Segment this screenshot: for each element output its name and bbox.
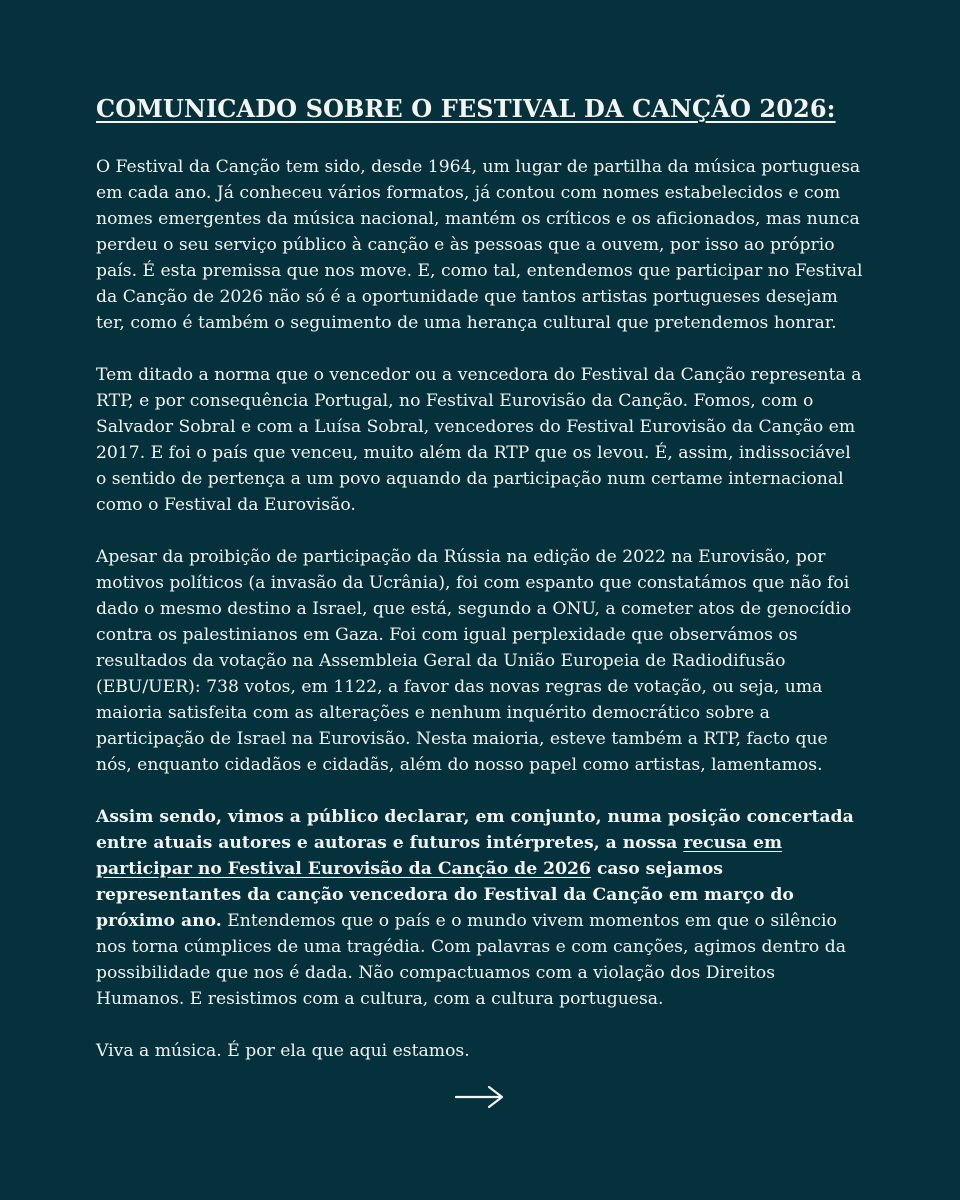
paragraph-history: O Festival da Canção tem sido, desde 1964, um lugar de partilha da música portuguesa em cada ano. Já conheceu vários formatos, já contou com nomes estabelecidos e com nomes emergentes da música nacional, mantém os críticos e os aficionados, mas nunca perdeu o seu serviço público à canção e às pessoas que a ouvem, por isso ao próprio país. É esta premissa que nos move. E, como tal, entendemos que participar no Festival da Canção de 2026 não só é a oportunidade que tantos artistas portugueses desejam ter, como é também o seguimento de uma herança cultural que pretendemos honrar. xyxy=(96,157,863,333)
paragraph-closing: Viva a música. É por ela que aqui estamos. xyxy=(96,1041,470,1061)
declaration-bold-tail: caso sejamos representantes da canção vencedora do Festival da Canção em março do próximo ano. xyxy=(96,859,794,931)
declaration-regular-tail: Entendemos que o país e o mundo vivem momentos em que o silêncio nos torna cúmplices de uma tragédia. Com palavras e com canções, agimos dentro da possibilidade que nos é dada. Não compactuamos com a violação dos Direitos Humanos. E resistimos com a cultura, com a cultura portuguesa. xyxy=(96,911,846,1009)
right-arrow-icon[interactable] xyxy=(455,1082,505,1112)
paragraph-declaration xyxy=(96,804,866,1012)
page-title: COMUNICADO SOBRE O FESTIVAL DA CANÇÃO 2026: xyxy=(96,94,836,123)
statement-content xyxy=(96,92,866,1090)
paragraph-position: Apesar da proibição de participação da Rússia na edição de 2022 na Eurovisão, por motivos políticos (a invasão da Ucrânia), foi com espanto que constatámos que não foi dado o mesmo destino a Israel, que está, segundo a ONU, a cometer atos de genocídio contra os palestinianos em Gaza. Foi com igual perplexidade que observámos os resultados da votação na Assembleia Geral da União Europeia de Radiodifusão (EBU/UER): 738 votos, em 1122, a favor das novas regras de votação, ou seja, uma maioria satisfeita com as alterações e nenhum inquérito democrático sobre a participação de Israel na Eurovisão. Nesta maioria, esteve também a RTP, facto que nós, enquanto cidadãos e cidadãs, além do nosso papel como artistas, lamentamos. xyxy=(96,547,852,775)
paragraph-representation: Tem ditado a norma que o vencedor ou a vencedora do Festival da Canção representa a RTP, e por consequência Portugal, no Festival Eurovisão da Canção. Fomos, com o Salvador Sobral e com a Luísa Sobral, vencedores do Festival Eurovisão da Canção em 2017. E foi o país que venceu, muito além da RTP que os levou. É, assim, indissociável o sentido de pertença a um povo aquando da participação num certame internacional como o Festival da Eurovisão. xyxy=(96,365,862,515)
declaration-bold-underlined: recusa em participar no Festival Eurovisão da Canção de 2026 xyxy=(96,833,783,879)
declaration-bold-lead: Assim sendo, vimos a público declarar, em conjunto, numa posição concertada entre atuais autores e autoras e futuros intérpretes, a nossa xyxy=(96,807,854,853)
